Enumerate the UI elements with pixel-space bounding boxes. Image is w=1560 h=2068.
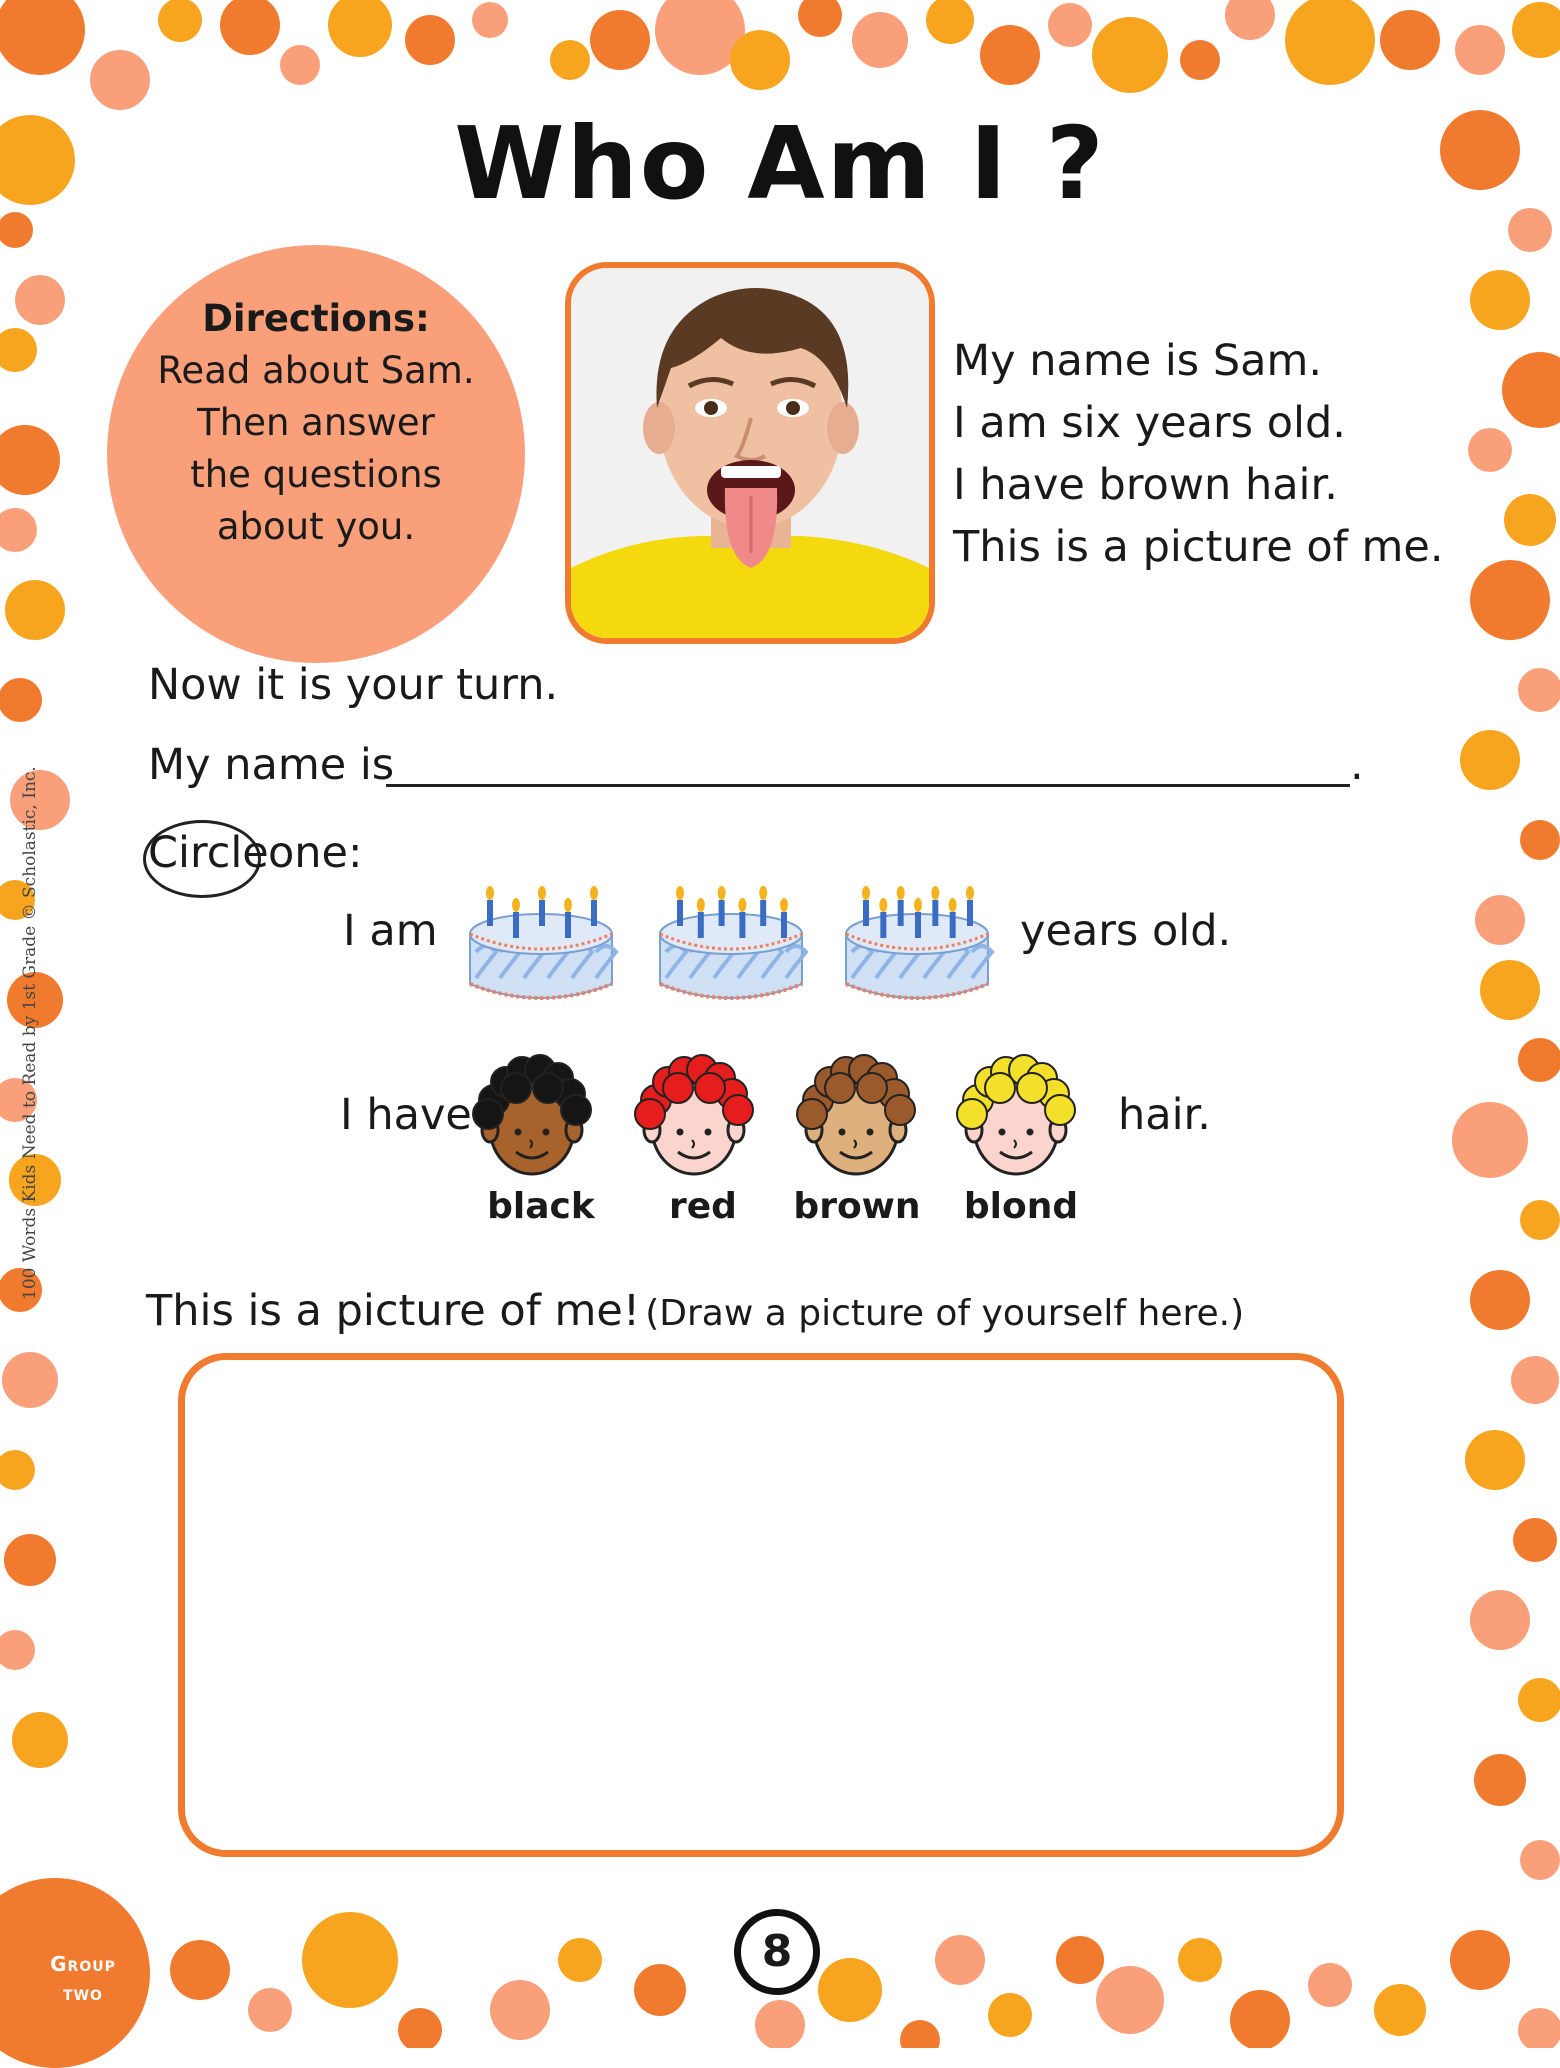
name-period: . bbox=[1350, 740, 1364, 790]
drawing-area[interactable] bbox=[178, 1353, 1344, 1857]
boy-portrait-icon bbox=[571, 268, 929, 638]
red-hair-face-icon bbox=[634, 1048, 754, 1178]
brown-hair-face-icon bbox=[796, 1048, 916, 1178]
directions-line: about you. bbox=[216, 505, 416, 548]
your-turn-prompt: Now it is your turn. bbox=[148, 660, 559, 710]
hair-option-blond[interactable] bbox=[956, 1048, 1076, 1182]
hair-lead: I have bbox=[340, 1090, 472, 1140]
birthday-cake-icon bbox=[462, 872, 620, 1007]
hair-label-blond: blond bbox=[963, 1186, 1079, 1227]
sam-photo bbox=[565, 262, 935, 644]
sam-line: My name is Sam. bbox=[953, 336, 1323, 386]
sam-line: I have brown hair. bbox=[953, 460, 1338, 510]
sam-line: I am six years old. bbox=[953, 398, 1346, 448]
name-write-line[interactable] bbox=[386, 784, 1350, 787]
black-hair-face-icon bbox=[472, 1048, 592, 1178]
directions-line: the questions bbox=[190, 453, 442, 496]
hair-label-red: red bbox=[669, 1186, 737, 1227]
draw-prompt bbox=[146, 1286, 1244, 1336]
group-label bbox=[28, 1950, 138, 2008]
age-tail: years old. bbox=[1020, 906, 1232, 956]
page-number: 8 bbox=[734, 1909, 820, 1995]
birthday-cake-icon bbox=[652, 872, 810, 1007]
hair-option-brown[interactable] bbox=[796, 1048, 916, 1182]
cake-option-6[interactable] bbox=[652, 872, 810, 1011]
sam-line: This is a picture of me. bbox=[953, 522, 1444, 572]
circle-instruction: one: bbox=[268, 828, 363, 878]
copyright-credit: 100 Words Kids Need to Read by 1st Grade © Scholastic, Inc. bbox=[20, 766, 40, 1300]
circle-word: Circle bbox=[148, 828, 269, 878]
page-title: Who Am I ? bbox=[454, 105, 1106, 222]
directions-heading: Directions: bbox=[202, 297, 430, 340]
hair-option-red[interactable] bbox=[634, 1048, 754, 1182]
hair-label-brown: brown bbox=[793, 1186, 921, 1227]
directions-line: Then answer bbox=[197, 401, 435, 444]
cake-option-7[interactable] bbox=[838, 872, 996, 1011]
group-line-1: Group bbox=[50, 1952, 116, 1976]
hair-option-black[interactable] bbox=[472, 1048, 592, 1182]
draw-prompt-main: This is a picture of me! bbox=[146, 1286, 641, 1336]
draw-prompt-hint: (Draw a picture of yourself here.) bbox=[645, 1293, 1245, 1334]
hair-label-black: black bbox=[487, 1186, 595, 1227]
sam-description bbox=[953, 330, 1444, 578]
directions-badge bbox=[107, 245, 525, 663]
birthday-cake-icon bbox=[838, 872, 996, 1007]
name-prompt: My name is bbox=[148, 740, 395, 790]
cake-option-5[interactable] bbox=[462, 872, 620, 1011]
blond-hair-face-icon bbox=[956, 1048, 1076, 1178]
hair-tail: hair. bbox=[1118, 1090, 1211, 1140]
directions-line: Read about Sam. bbox=[157, 349, 475, 392]
age-lead: I am bbox=[343, 906, 438, 956]
group-line-2: two bbox=[63, 1981, 103, 2005]
